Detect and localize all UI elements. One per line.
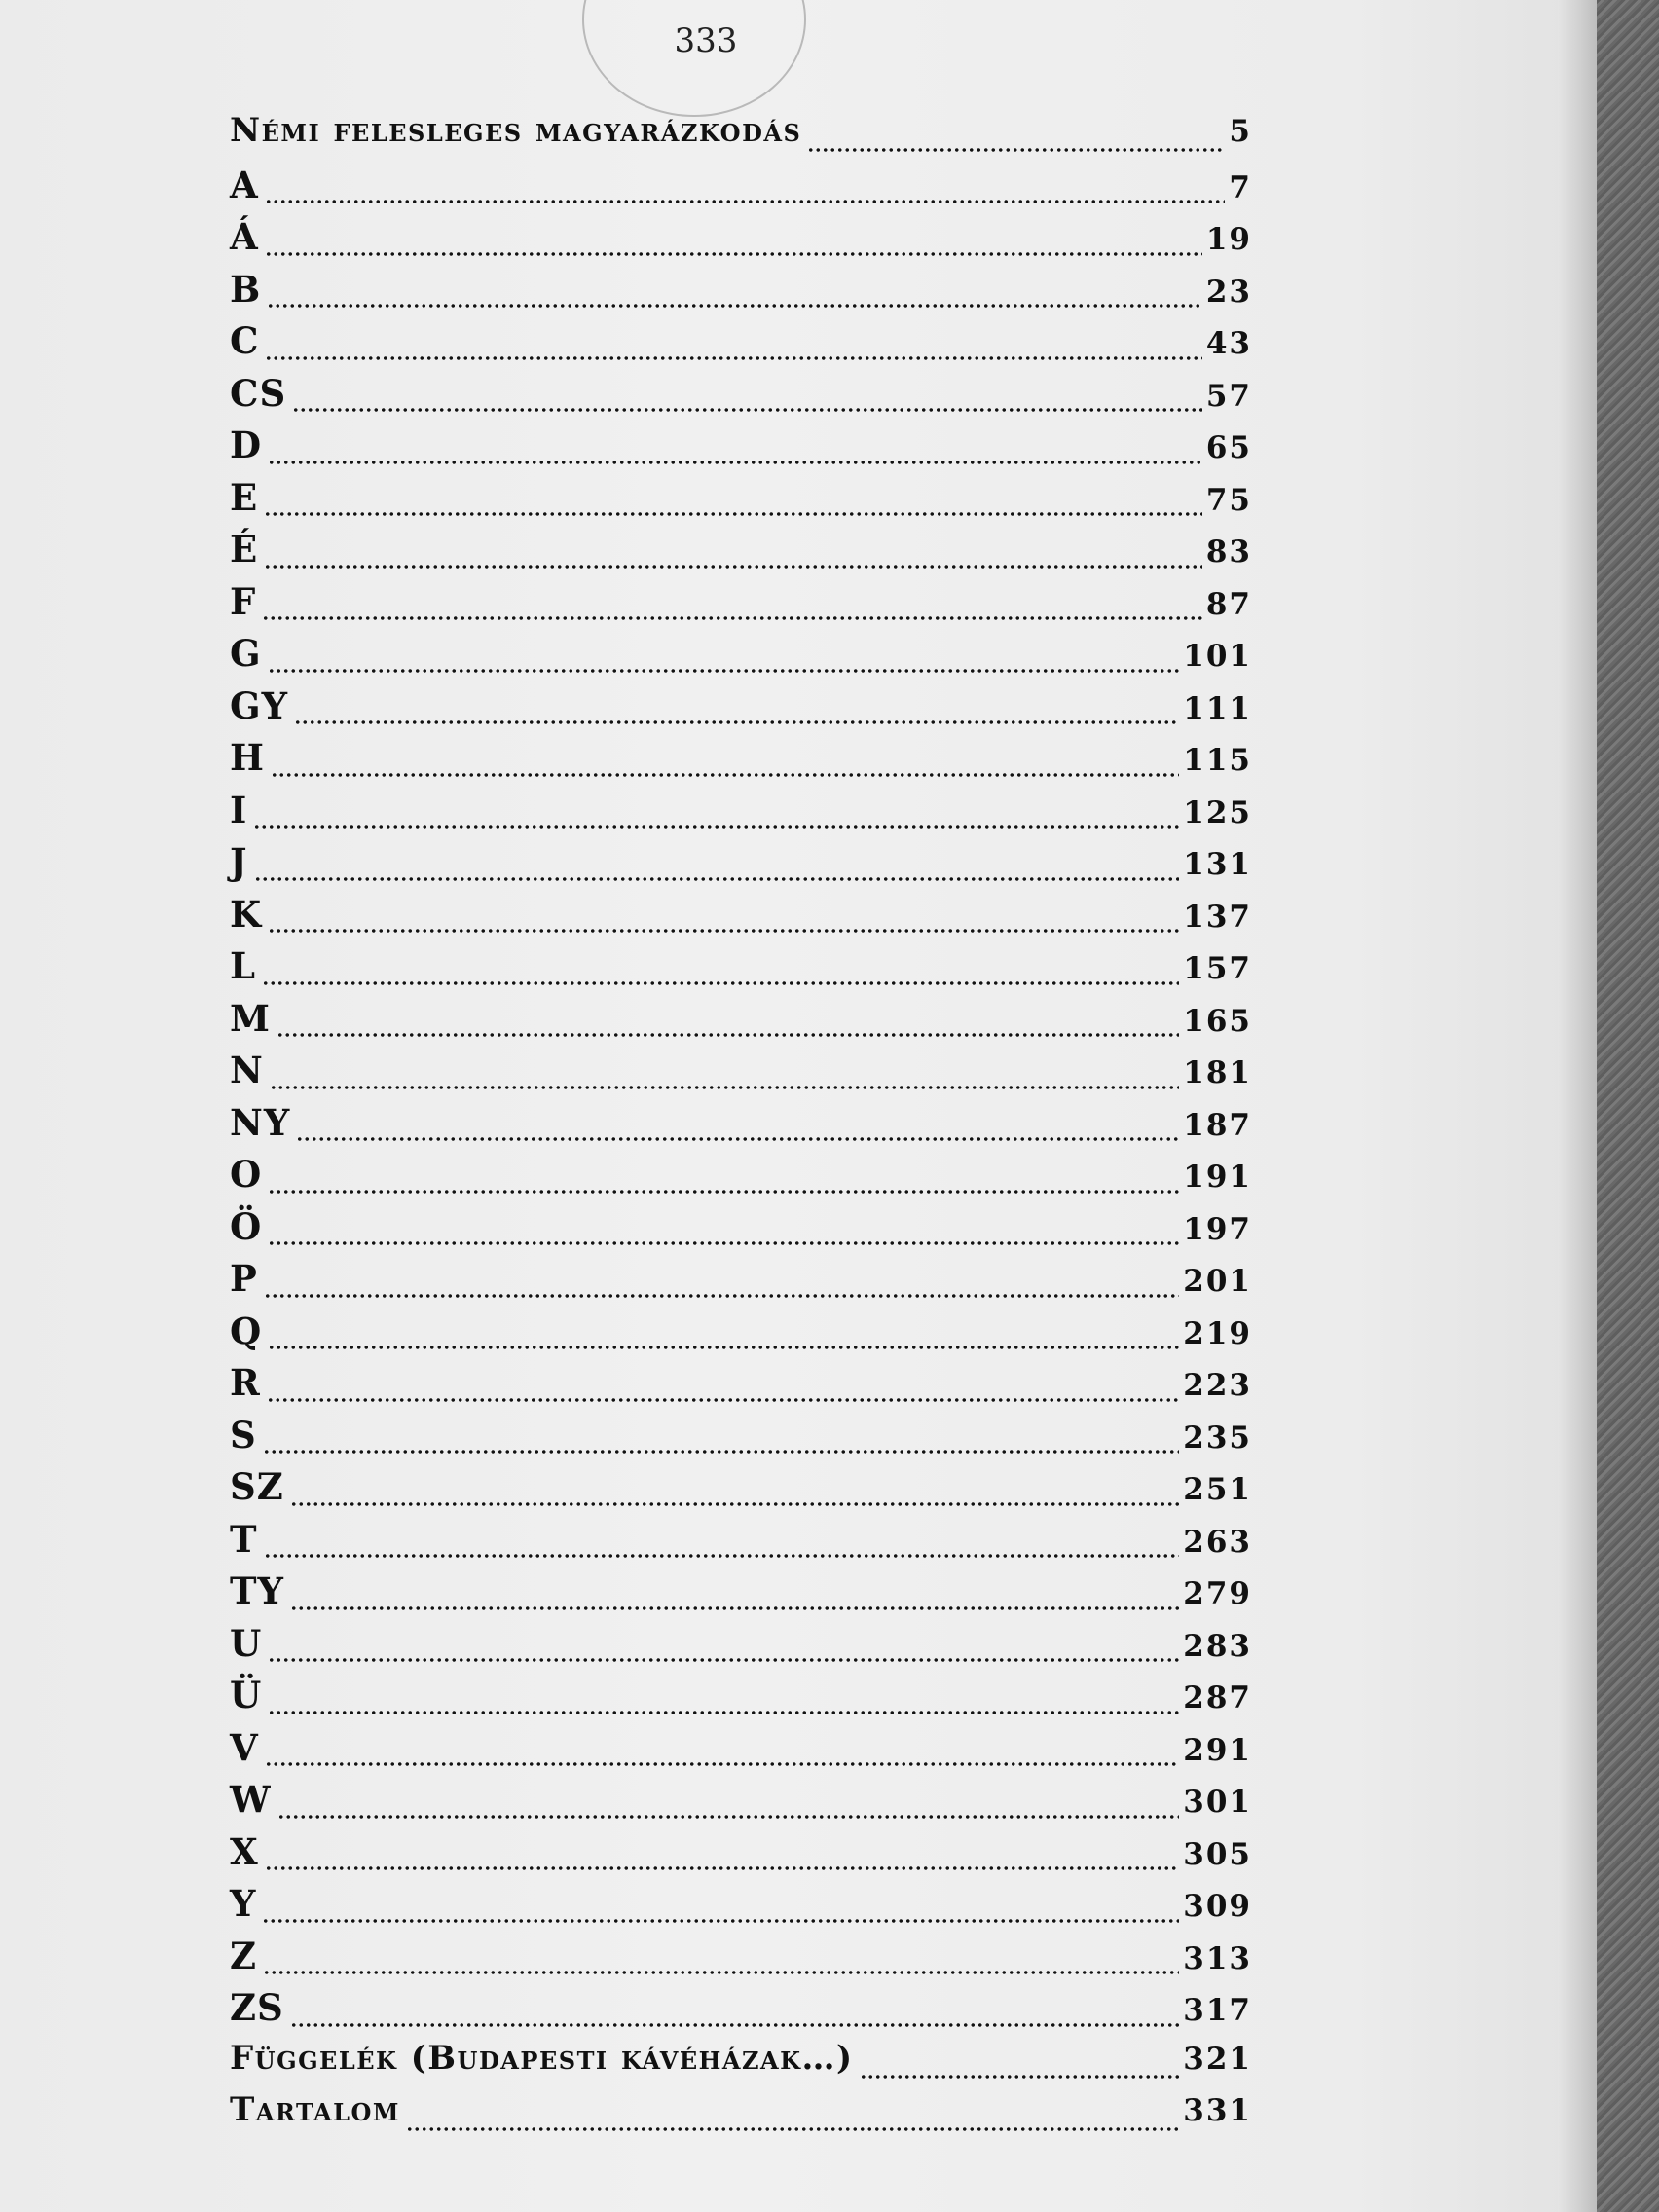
toc-entry-page: 309 <box>1183 1889 1252 1924</box>
toc-entry <box>230 1309 1252 1362</box>
dot-leader <box>254 877 1180 881</box>
toc-entry-label: D <box>230 424 263 466</box>
toc-entry-page: 301 <box>1183 1785 1252 1820</box>
toc-entry-page: 131 <box>1183 847 1252 882</box>
toc-entry-page: 317 <box>1183 1993 1252 2028</box>
toc-entry <box>230 372 1252 424</box>
toc-entry <box>230 1101 1252 1154</box>
toc-entry-label: CS <box>230 371 287 415</box>
dot-leader <box>267 1398 1180 1402</box>
toc-entry <box>230 632 1252 684</box>
dot-leader <box>277 1815 1180 1819</box>
dot-leader <box>268 1190 1179 1194</box>
toc-entry-label: Tartalom <box>230 2090 400 2129</box>
toc-entry <box>230 1726 1252 1779</box>
toc-entry-page: 331 <box>1183 2093 1252 2128</box>
toc-entry <box>230 111 1252 164</box>
table-of-contents <box>230 111 1252 2143</box>
toc-entry <box>230 1674 1252 1726</box>
toc-entry-label: S <box>230 1413 257 1456</box>
toc-entry-page: 187 <box>1183 1107 1252 1143</box>
toc-entry <box>230 736 1252 789</box>
toc-entry-label: J <box>230 840 248 883</box>
dot-leader <box>264 1294 1179 1298</box>
toc-entry-page: 305 <box>1183 1836 1252 1872</box>
dot-leader <box>268 1241 1179 1245</box>
dot-leader <box>265 1866 1180 1870</box>
dot-leader <box>262 981 1179 985</box>
dot-leader <box>265 252 1202 256</box>
toc-entry <box>230 944 1252 997</box>
toc-entry-label: K <box>230 892 263 936</box>
toc-entry-label: C <box>230 319 260 362</box>
toc-entry <box>230 1569 1252 1622</box>
toc-entry <box>230 580 1252 633</box>
toc-entry-label: Ü <box>230 1674 263 1716</box>
toc-entry-label: Némi felesleges magyarázkodás <box>230 111 802 150</box>
toc-entry-label: Q <box>230 1309 263 1352</box>
dot-leader <box>263 1450 1180 1454</box>
toc-entry-label: B <box>230 267 262 311</box>
toc-entry-label: Y <box>230 1882 257 1925</box>
toc-entry-page: 111 <box>1183 690 1252 726</box>
dot-leader <box>268 461 1202 464</box>
toc-entry-page: 279 <box>1183 1576 1252 1611</box>
dot-leader <box>290 2023 1180 2027</box>
watermark-logo <box>0 2181 409 2212</box>
toc-entry-page: 283 <box>1183 1628 1252 1664</box>
toc-entry <box>230 1935 1252 1987</box>
toc-entry <box>230 1622 1252 1675</box>
dot-leader <box>262 616 1202 620</box>
dot-leader <box>294 720 1179 724</box>
fabric-background <box>1597 0 1659 2212</box>
toc-entry-label: Á <box>230 215 259 258</box>
dot-leader <box>270 1086 1179 1089</box>
toc-entry <box>230 164 1252 216</box>
dot-leader <box>268 1711 1179 1714</box>
toc-entry-label: É <box>230 528 259 571</box>
toc-entry-page: 57 <box>1205 378 1252 414</box>
toc-entry-page: 235 <box>1183 1419 1252 1456</box>
dot-leader <box>268 929 1179 933</box>
dot-leader <box>268 669 1180 673</box>
toc-entry-label: M <box>230 996 271 1040</box>
dot-leader <box>264 1554 1180 1558</box>
dot-leader <box>406 2127 1179 2131</box>
toc-entry <box>230 789 1252 841</box>
toc-entry-label: Függelék (Budapesti kávéházak…) <box>230 2038 854 2078</box>
toc-entry-label: F <box>230 579 257 623</box>
toc-entry <box>230 268 1252 320</box>
toc-entry-page: 287 <box>1183 1680 1252 1715</box>
toc-entry-label: E <box>230 475 259 519</box>
dot-leader <box>271 773 1179 777</box>
toc-entry <box>230 1465 1252 1518</box>
toc-entry-page: 219 <box>1183 1315 1252 1351</box>
toc-entry-label: ZS <box>230 1986 284 2029</box>
toc-entry <box>230 1518 1252 1570</box>
toc-entry-label: I <box>230 788 248 831</box>
toc-entry <box>230 2039 1252 2091</box>
toc-entry <box>230 1153 1252 1205</box>
dot-leader <box>267 304 1202 308</box>
toc-entry-page: 83 <box>1205 535 1252 570</box>
toc-entry-page: 23 <box>1205 274 1252 310</box>
toc-entry-label: SZ <box>230 1465 284 1508</box>
toc-entry <box>230 424 1252 476</box>
toc-entry-label: Z <box>230 1934 258 1977</box>
toc-entry-page: 263 <box>1183 1524 1252 1560</box>
toc-entry <box>230 1361 1252 1414</box>
toc-entry-label: T <box>230 1517 258 1561</box>
toc-entry <box>230 1882 1252 1935</box>
toc-entry <box>230 1049 1252 1101</box>
toc-entry <box>230 1414 1252 1466</box>
toc-entry-label: X <box>230 1829 259 1873</box>
toc-entry <box>230 1986 1252 2039</box>
toc-entry-page: 7 <box>1229 169 1252 205</box>
dot-leader <box>264 512 1202 516</box>
toc-entry <box>230 1205 1252 1258</box>
dot-leader <box>263 1971 1179 1974</box>
dot-leader <box>290 1606 1179 1610</box>
toc-entry-page: 43 <box>1205 326 1252 361</box>
toc-entry <box>230 2090 1252 2143</box>
toc-entry <box>230 997 1252 1050</box>
toc-entry-label: N <box>230 1049 264 1091</box>
toc-entry-page: 157 <box>1183 951 1252 986</box>
dot-leader <box>253 825 1179 829</box>
toc-entry-page: 181 <box>1183 1055 1252 1090</box>
toc-entry-label: O <box>230 1153 263 1196</box>
dot-leader <box>268 1658 1179 1662</box>
dot-leader <box>265 1762 1180 1766</box>
toc-entry-page: 137 <box>1183 899 1252 935</box>
toc-entry-page: 87 <box>1205 586 1252 622</box>
toc-entry <box>230 319 1252 372</box>
dot-leader <box>860 2075 1180 2079</box>
page-number: 333 <box>674 21 738 60</box>
toc-entry-label: H <box>230 736 265 779</box>
toc-entry <box>230 1257 1252 1309</box>
toc-entry-page: 201 <box>1183 1264 1252 1299</box>
toc-entry-label: TY <box>230 1569 284 1612</box>
toc-entry-label: R <box>230 1361 261 1404</box>
toc-entry-label: G <box>230 632 262 675</box>
toc-entry <box>230 476 1252 529</box>
toc-entry-label: A <box>230 163 259 206</box>
toc-entry-label: P <box>230 1257 258 1300</box>
toc-entry-page: 5 <box>1229 114 1252 149</box>
toc-entry-label: L <box>230 944 257 987</box>
toc-entry-page: 19 <box>1205 222 1252 257</box>
toc-entry-page: 313 <box>1183 1940 1252 1976</box>
toc-entry-page: 101 <box>1183 639 1252 674</box>
page-edge-shadow <box>1558 0 1597 2212</box>
toc-entry-label: U <box>230 1621 263 1665</box>
dot-leader <box>265 200 1226 203</box>
toc-entry-page: 291 <box>1183 1732 1252 1768</box>
toc-entry <box>230 215 1252 268</box>
toc-entry-page: 165 <box>1183 1003 1252 1039</box>
dot-leader <box>292 408 1202 412</box>
dot-leader <box>807 148 1225 152</box>
toc-entry-label: W <box>230 1778 272 1821</box>
toc-entry-page: 223 <box>1183 1368 1252 1403</box>
toc-entry-label: NY <box>230 1100 291 1144</box>
dot-leader <box>265 356 1201 360</box>
toc-entry <box>230 893 1252 945</box>
toc-entry-page: 321 <box>1183 2041 1252 2077</box>
dot-leader <box>290 1502 1180 1506</box>
dot-leader <box>262 1919 1179 1923</box>
toc-entry <box>230 528 1252 580</box>
dot-leader <box>268 1346 1179 1349</box>
dot-leader <box>276 1033 1179 1037</box>
toc-entry-page: 65 <box>1205 430 1252 465</box>
dot-leader <box>264 565 1202 569</box>
toc-entry-page: 75 <box>1205 482 1252 518</box>
toc-entry-page: 125 <box>1183 794 1252 830</box>
toc-entry <box>230 1778 1252 1830</box>
toc-entry <box>230 1830 1252 1883</box>
toc-entry-label: GY <box>230 683 289 727</box>
toc-entry-label: Ö <box>230 1204 263 1248</box>
toc-entry-page: 115 <box>1183 743 1252 778</box>
toc-entry <box>230 840 1252 893</box>
toc-entry <box>230 684 1252 737</box>
toc-entry-page: 191 <box>1183 1160 1252 1195</box>
dot-leader <box>296 1137 1179 1141</box>
toc-entry-page: 251 <box>1183 1472 1252 1507</box>
toc-entry-page: 197 <box>1183 1211 1252 1247</box>
toc-entry-label: V <box>230 1725 259 1769</box>
